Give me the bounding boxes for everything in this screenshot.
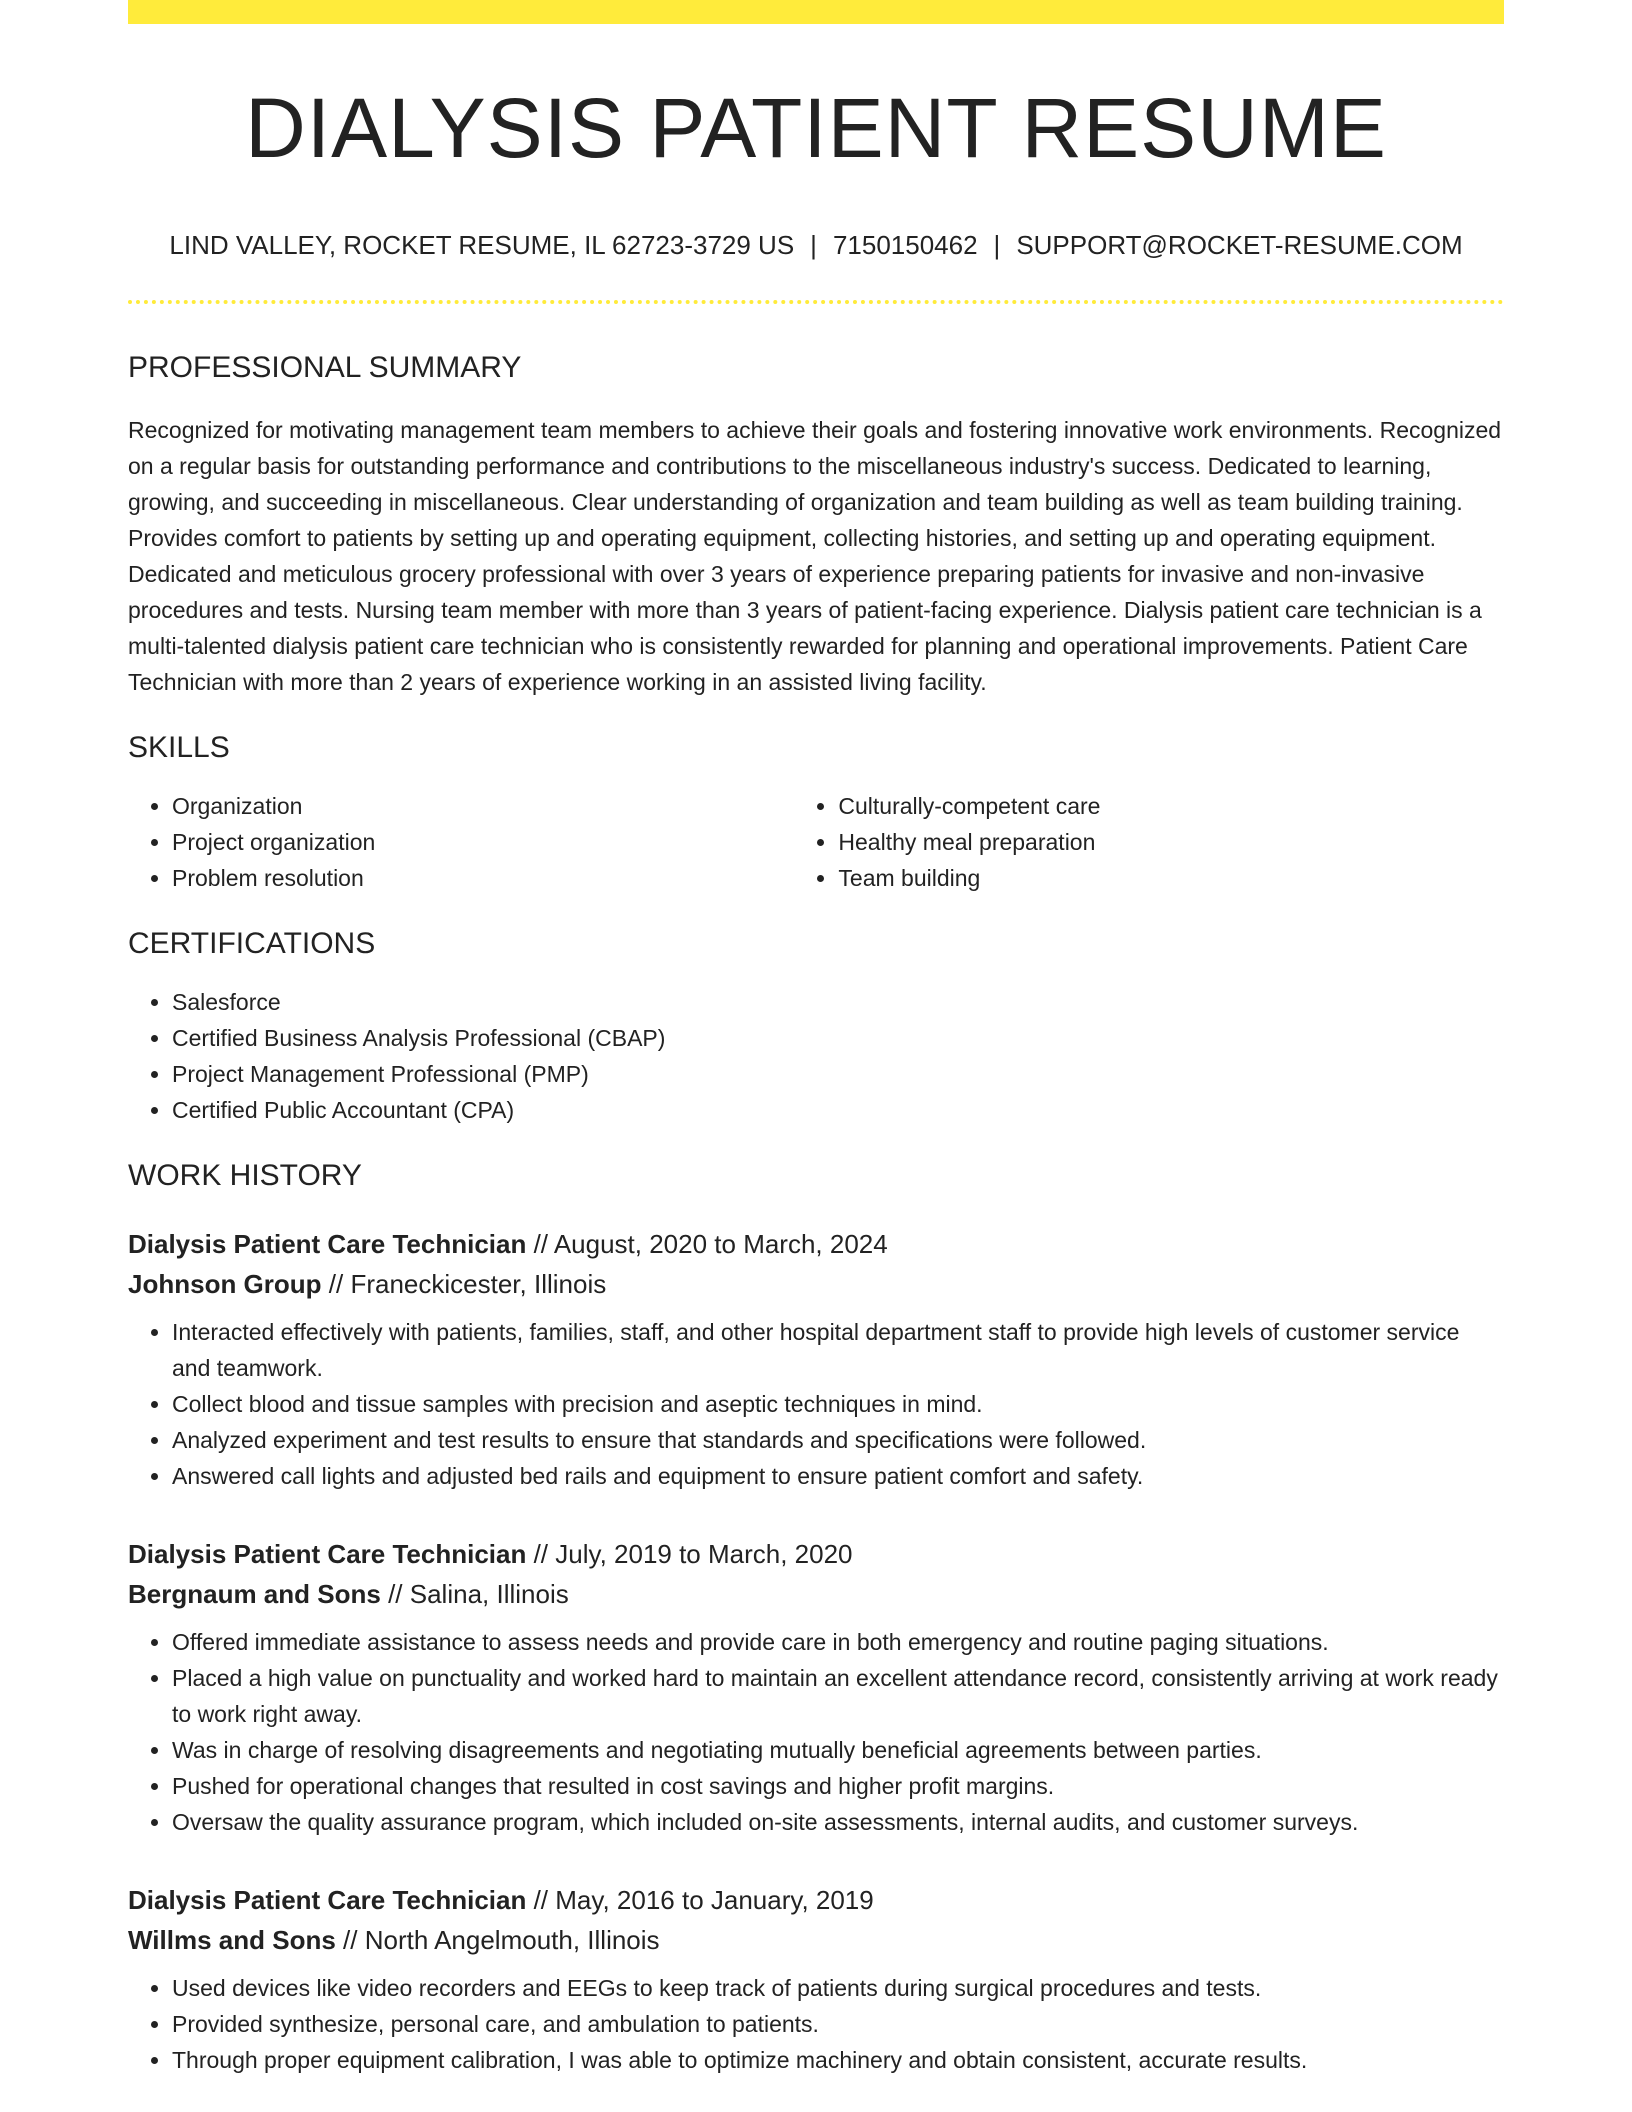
section-title-skills: SKILLS: [128, 730, 230, 764]
job-separator: //: [388, 1578, 403, 1609]
contact-line: [128, 230, 1504, 261]
job-location: Franeckicester, Illinois: [350, 1268, 607, 1299]
job-bullets: [128, 1314, 1504, 1494]
skill-item: • Team building: [838, 860, 1504, 896]
job-bullet: • Placed a high value on punctuality and worked hard to maintain an excellent attendance record, consistently arriving at work ready to work right away.: [172, 1660, 1504, 1732]
contact-email: SUPPORT@ROCKET-RESUME.COM: [1016, 230, 1463, 261]
skill-item: • Organization: [172, 788, 794, 824]
certification-item: • Salesforce: [172, 984, 1504, 1020]
skills-list: [128, 788, 1504, 896]
skills-column-right: [794, 788, 1504, 896]
job-bullet: • Through proper equipment calibration, I was able to optimize machinery and obtain consistent, accurate results.: [172, 2042, 1504, 2078]
job-role-line: [128, 1534, 1504, 1574]
job-location: North Angelmouth, Illinois: [364, 1924, 660, 1955]
certification-item: • Certified Business Analysis Professional (CBAP): [172, 1020, 1504, 1056]
skill-item: • Healthy meal preparation: [838, 824, 1504, 860]
job-dates: August, 2020 to March, 2024: [553, 1228, 888, 1259]
job-company: Bergnaum and Sons: [128, 1578, 381, 1609]
job-company-line: [128, 1920, 1504, 1960]
job-role: Dialysis Patient Care Technician: [128, 1884, 527, 1915]
job-separator: //: [533, 1538, 549, 1569]
job-bullet: • Collect blood and tissue samples with precision and aseptic techniques in mind.: [172, 1386, 1504, 1422]
section-title-work-history: WORK HISTORY: [128, 1158, 362, 1192]
job-dates: July, 2019 to March, 2020: [555, 1538, 853, 1569]
job-company-line: [128, 1264, 1504, 1304]
job-entry: [128, 1880, 1504, 2078]
summary-text: Recognized for motivating management team members to achieve their goals and fostering innovative work environments. Recognized on a regular basis for outstanding performance and contributions to the miscellaneous industry's success. Dedicated to learning, growing, and succeeding in miscellaneous. Clear understanding of organization and team building as well as team building training. Provides comfort to patients by setting up and operating equipment, collecting histories, and setting up and operating equipment. Dedicated and meticulous grocery professional with over 3 years of experience preparing patients for invasive and non-invasive procedures and tests. Nursing team member with more than 3 years of patient-facing experience. Dialysis patient care technician is a multi-talented dialysis patient care technician who is consistently rewarded for planning and operational improvements. Patient Care Technician with more than 2 years of experience working in an assisted living facility.: [128, 416, 1502, 695]
job-bullet: • Used devices like video recorders and EEGs to keep track of patients during surgical procedures and tests.: [172, 1970, 1504, 2006]
job-bullet: • Interacted effectively with patients, families, staff, and other hospital department staff to provide high levels of customer service and teamwork.: [172, 1314, 1504, 1386]
job-bullets: [128, 1624, 1504, 1840]
job-bullet: • Was in charge of resolving disagreements and negotiating mutually beneficial agreements between parties.: [172, 1732, 1504, 1768]
job-role: Dialysis Patient Care Technician: [128, 1538, 527, 1569]
skill-item: • Problem resolution: [172, 860, 794, 896]
job-company-line: [128, 1574, 1504, 1614]
job-bullet: • Offered immediate assistance to assess needs and provide care in both emergency and routine paging situations.: [172, 1624, 1504, 1660]
contact-address: LIND VALLEY, ROCKET RESUME, IL 62723-3729 US: [169, 230, 795, 261]
job-company: Willms and Sons: [128, 1924, 336, 1955]
job-location: Salina, Illinois: [409, 1578, 569, 1609]
job-separator: //: [343, 1924, 358, 1955]
job-role-line: [128, 1224, 1504, 1264]
skill-item: • Project organization: [172, 824, 794, 860]
job-bullet: • Provided synthesize, personal care, and ambulation to patients.: [172, 2006, 1504, 2042]
job-separator: //: [533, 1228, 549, 1259]
job-separator: //: [533, 1884, 549, 1915]
job-role: Dialysis Patient Care Technician: [128, 1228, 527, 1259]
dotted-divider: [128, 300, 1504, 304]
contact-separator: |: [993, 230, 1001, 261]
section-title-summary: PROFESSIONAL SUMMARY: [128, 350, 522, 384]
job-dates: May, 2016 to January, 2019: [555, 1884, 874, 1915]
certification-item: • Project Management Professional (PMP): [172, 1056, 1504, 1092]
contact-phone: 7150150462: [832, 230, 978, 261]
job-company: Johnson Group: [128, 1268, 322, 1299]
skill-item: • Culturally-competent care: [838, 788, 1504, 824]
certifications-list: [128, 984, 1504, 1128]
resume-page: [128, 0, 1504, 2078]
job-bullet: • Answered call lights and adjusted bed rails and equipment to ensure patient comfort and safety.: [172, 1458, 1504, 1494]
resume-title: DIALYSIS PATIENT RESUME: [245, 81, 1387, 175]
section-title-certifications: CERTIFICATIONS: [128, 926, 376, 960]
skills-column-left: [128, 788, 794, 896]
job-separator: //: [328, 1268, 344, 1299]
job-entry: [128, 1224, 1504, 1494]
job-entry: [128, 1534, 1504, 1840]
job-bullet: • Oversaw the quality assurance program, which included on-site assessments, internal audits, and customer surveys.: [172, 1804, 1504, 1840]
top-accent-bar: [128, 0, 1504, 24]
job-bullet: • Pushed for operational changes that resulted in cost savings and higher profit margins.: [172, 1768, 1504, 1804]
job-role-line: [128, 1880, 1504, 1920]
contact-separator: |: [810, 230, 817, 261]
job-bullets: [128, 1970, 1504, 2078]
job-bullet: • Analyzed experiment and test results to ensure that standards and specifications were followed.: [172, 1422, 1504, 1458]
certification-item: • Certified Public Accountant (CPA): [172, 1092, 1504, 1128]
